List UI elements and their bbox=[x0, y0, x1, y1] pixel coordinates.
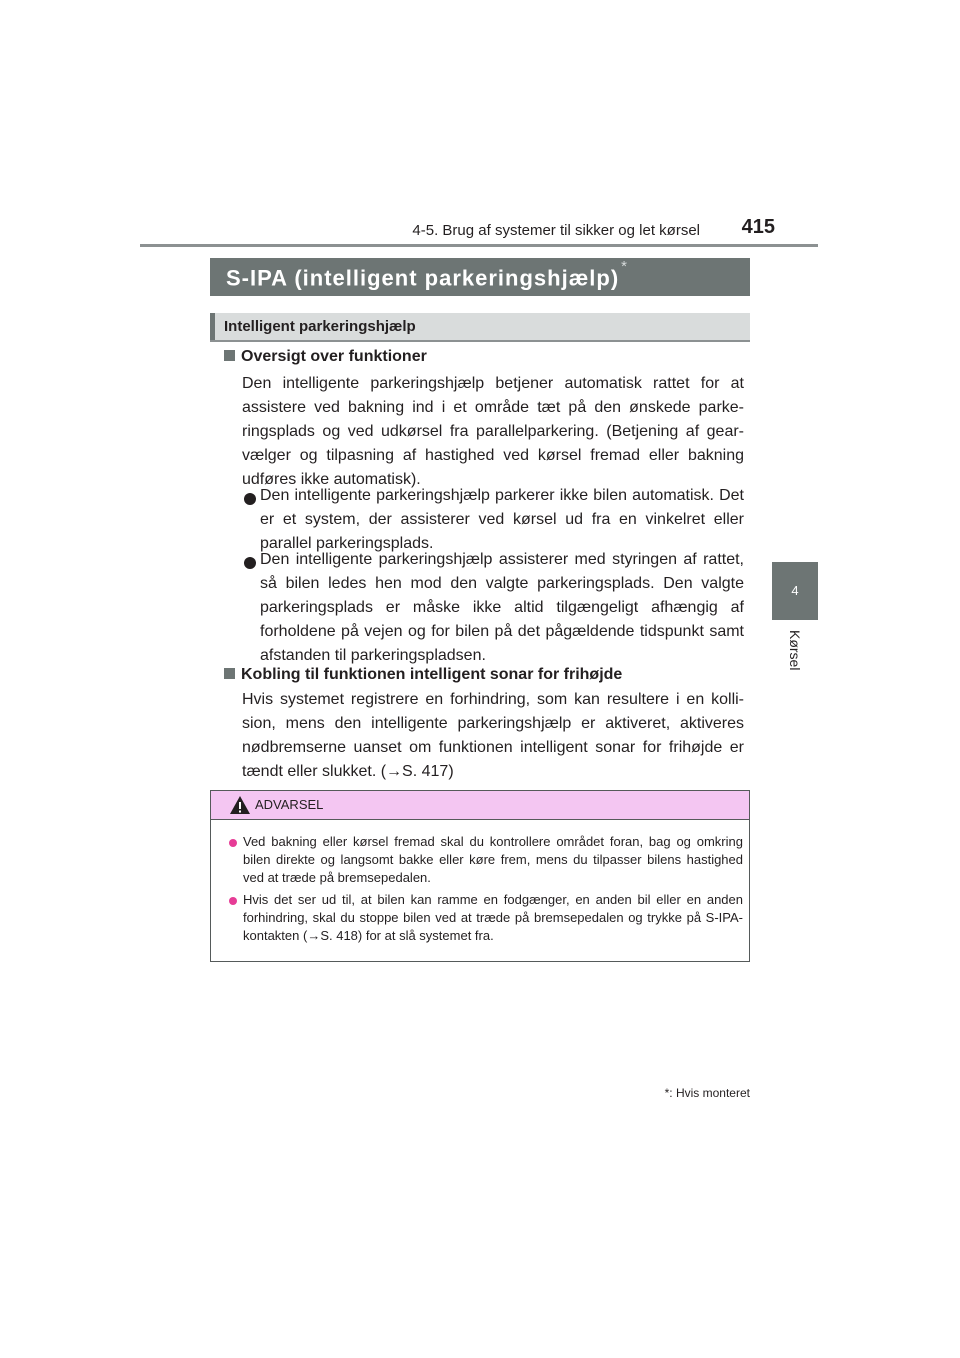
subsection-title: Intelligent parkeringshjælp bbox=[224, 318, 416, 335]
warning-header bbox=[211, 791, 749, 820]
warning-box bbox=[210, 790, 750, 962]
chapter-label bbox=[760, 630, 830, 690]
warning-item: Ved bakning eller kørsel fremad skal du kontrollere området foran, bag og omkring bilen direkte og langsomt bakke eller køre frem, mens du tilpasser bilens hastighed ved at træde på bremsepedalen. bbox=[243, 834, 743, 885]
warning-bullet-icon bbox=[229, 897, 237, 905]
section-paragraph: Hvis systemet registrere en forhindring, som kan resultere i en kolli-sion, mens den intelligente parkeringshjælp er aktiveret, aktiveres nødbremserne uanset om funktionen intelligent sonar for frihøjde er tændt eller slukket. (→S. 417) bbox=[242, 691, 744, 780]
footnote-asterisk: * bbox=[664, 1086, 670, 1100]
running-header: 4-5. Brug af systemer til sikker og let kørsel bbox=[412, 222, 700, 239]
section-heading bbox=[224, 348, 744, 366]
bullet-item: Den intelligente parkeringshjælp parkerer ikke bilen automatisk. Det er et system, der assisterer ved kørsel ud fra en vinkelret eller parallel parkeringsplads. bbox=[260, 487, 744, 552]
section-title bbox=[226, 258, 628, 291]
page-number: 415 bbox=[741, 216, 775, 238]
subsection-accent bbox=[210, 313, 215, 340]
footnote-text: : Hvis monteret bbox=[669, 1086, 750, 1100]
bullet-icon bbox=[244, 557, 256, 569]
square-bullet-icon bbox=[224, 668, 235, 679]
subsection-bar bbox=[210, 313, 750, 342]
bullet-icon bbox=[244, 493, 256, 505]
warning-bullet-icon bbox=[229, 839, 237, 847]
chapter-label-text: Kørsel bbox=[787, 630, 803, 671]
section-title-text: S-IPA (intelligent parkeringshjælp) bbox=[226, 265, 620, 291]
square-bullet-icon bbox=[224, 350, 235, 361]
footnote bbox=[560, 1086, 750, 1100]
warning-item: Hvis det ser ud til, at bilen kan ramme en fodgænger, en anden bil eller en anden forhindring, skal du stoppe bilen ved at træde på bremsepedalen og trykke på S-IPA-kontakten (→S. 418) for at slå systemet fra. bbox=[243, 892, 743, 943]
chapter-tab: 4 bbox=[772, 562, 818, 620]
section-heading-text: Oversigt over funktioner bbox=[241, 348, 427, 365]
header-rule bbox=[140, 244, 818, 247]
bullet-item: Den intelligente parkeringshjælp assisterer med styringen af rattet, så bilen ledes hen mod den valgte parkeringsplads. Den valgte parkeringsplads er måske ikke altid tilgængeligt afhængig af forholdene på vejen og for bilen på det pågældende tidspunkt samt afstanden til parkeringspladsen. bbox=[260, 551, 744, 664]
section-title-bar bbox=[210, 258, 750, 296]
warning-title: ADVARSEL bbox=[255, 797, 324, 812]
section-paragraph: Den intelligente parkeringshjælp betjener automatisk rattet for at assistere ved bakning ind i et område tæt på den ønskede parke-ringsplads og ved udkørsel fra parallelparkering. (Betjening af gear-vælger og tilpasning af hastighed ved kørsel fremad eller bakning udføres ikke automatisk). bbox=[242, 375, 744, 488]
title-asterisk: * bbox=[621, 258, 628, 275]
section-heading-text: Kobling til funktionen intelligent sonar for frihøjde bbox=[241, 666, 623, 683]
warning-triangle-icon bbox=[229, 795, 251, 815]
section-heading bbox=[224, 666, 744, 684]
